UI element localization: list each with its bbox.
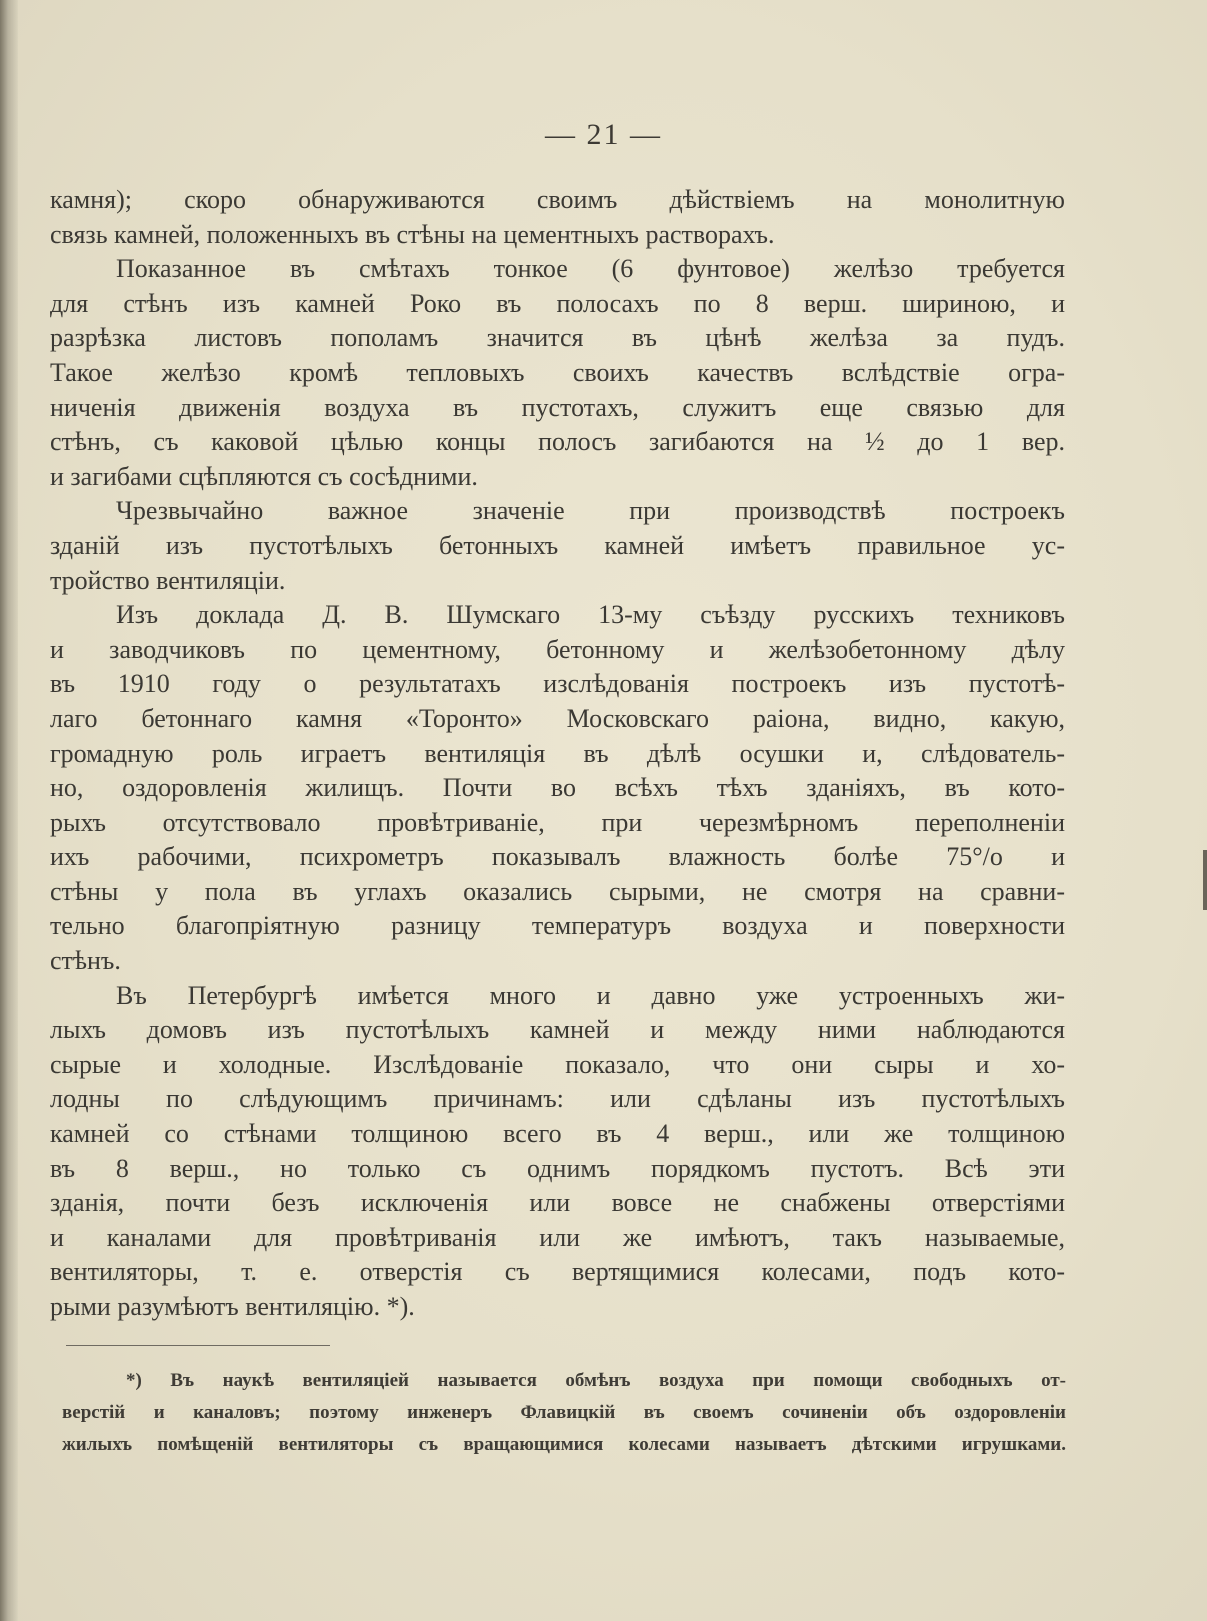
binding-edge: [0, 0, 18, 1621]
text-line: камней со стѣнами толщиною всего въ 4 верш., или же толщиною: [50, 1119, 1065, 1149]
footnote-line: жилыхъ помѣщеній вентиляторы съ вращающимися колесами называетъ дѣтскими игрушками.: [62, 1434, 1066, 1455]
footnote-line: *) Въ наукѣ вентиляціей называется обмѣнъ воздуха при помощи свободныхъ от-: [126, 1370, 1066, 1391]
text-line: зданія, почти безъ исключенія или вовсе не снабжены отверстіями: [50, 1188, 1065, 1218]
text-line: и каналами для провѣтриванія или же имѣютъ, такъ называемые,: [50, 1222, 1065, 1252]
text-line: сырые и холодные. Изслѣдованіе показало, что они сыры и хо-: [50, 1049, 1065, 1079]
text-line: лодны по слѣдующимъ причинамъ: или сдѣланы изъ пустотѣлыхъ: [50, 1084, 1065, 1114]
text-line: стѣнъ, съ каковой цѣлью концы полосъ загибаются на ½ до 1 вер.: [50, 427, 1065, 457]
text-line: рыхъ отсутствовало провѣтриваніе, при черезмѣрномъ переполненіи: [50, 807, 1065, 837]
text-line: и загибами сцѣпляются съ сосѣдними.: [50, 461, 478, 491]
text-line: Изъ доклада Д. В. Шумскаго 13-му съѣзду русскихъ техниковъ: [116, 600, 1065, 630]
text-line: но, оздоровленія жилищъ. Почти во всѣхъ тѣхъ зданіяхъ, въ кото-: [50, 773, 1065, 803]
text-line: и заводчиковъ по цементному, бетонному и желѣзобетонному дѣлу: [50, 634, 1065, 664]
footnote-separator: [66, 1345, 330, 1346]
text-line: лыхъ домовъ изъ пустотѣлыхъ камней и между ними наблюдаются: [50, 1015, 1065, 1045]
page-edge-mark: [1203, 850, 1207, 910]
text-line: въ 8 верш., но только съ однимъ порядкомъ пустотъ. Всѣ эти: [50, 1153, 1065, 1183]
text-line: для стѣнъ изъ камней Роко въ полосахъ по 8 верш. шириною, и: [50, 288, 1065, 318]
text-line: тройство вентиляціи.: [50, 565, 286, 595]
text-line: связь камней, положенныхъ въ стѣны на цементныхъ растворахъ.: [50, 219, 775, 249]
text-line: ихъ рабочими, психрометръ показывалъ влажность болѣе 75°/о и: [50, 842, 1065, 872]
body-text: [50, 183, 1065, 1325]
text-line: Показанное въ смѣтахъ тонкое (6 фунтовое) желѣзо требуется: [116, 254, 1065, 284]
text-line: тельно благопріятную разницу температуръ воздуха и поверхности: [50, 911, 1065, 941]
text-line: разрѣзка листовъ пополамъ значится въ цѣнѣ желѣза за пудъ.: [50, 323, 1065, 353]
text-line: въ 1910 году о результатахъ изслѣдованія построекъ изъ пустотѣ-: [50, 669, 1065, 699]
text-line: рыми разумѣютъ вентиляцію. *).: [50, 1292, 415, 1321]
text-line: Такое желѣзо кромѣ тепловыхъ своихъ качествъ вслѣдствіе огра-: [50, 357, 1065, 387]
text-line: вентиляторы, т. е. отверстія съ вертящимися колесами, подъ кото-: [50, 1257, 1065, 1287]
footnote: [62, 1365, 1066, 1461]
page-number: — 21 —: [545, 118, 662, 151]
text-line: стѣнъ.: [50, 946, 121, 976]
text-line: ниченія движенія воздуха въ пустотахъ, служитъ еще связью для: [50, 392, 1065, 422]
footnote-line: верстій и каналовъ; поэтому инженеръ Флавицкій въ своемъ сочиненіи объ оздоровленіи: [62, 1402, 1066, 1423]
text-line: лаго бетоннаго камня «Торонто» Московскаго раіона, видно, какую,: [50, 703, 1065, 733]
text-line: камня); скоро обнаруживаются своимъ дѣйствіемъ на монолитную: [50, 185, 1065, 214]
text-line: Въ Петербургѣ имѣется много и давно уже устроенныхъ жи-: [116, 980, 1065, 1010]
text-line: Чрезвычайно важное значеніе при производствѣ построекъ: [116, 496, 1065, 526]
text-line: громадную роль играетъ вентиляція въ дѣлѣ осушки и, слѣдователь-: [50, 738, 1065, 768]
text-line: зданій изъ пустотѣлыхъ бетонныхъ камней имѣетъ правильное ус-: [50, 530, 1065, 560]
text-line: стѣны у пола въ углахъ оказались сырыми, не смотря на сравни-: [50, 876, 1065, 906]
